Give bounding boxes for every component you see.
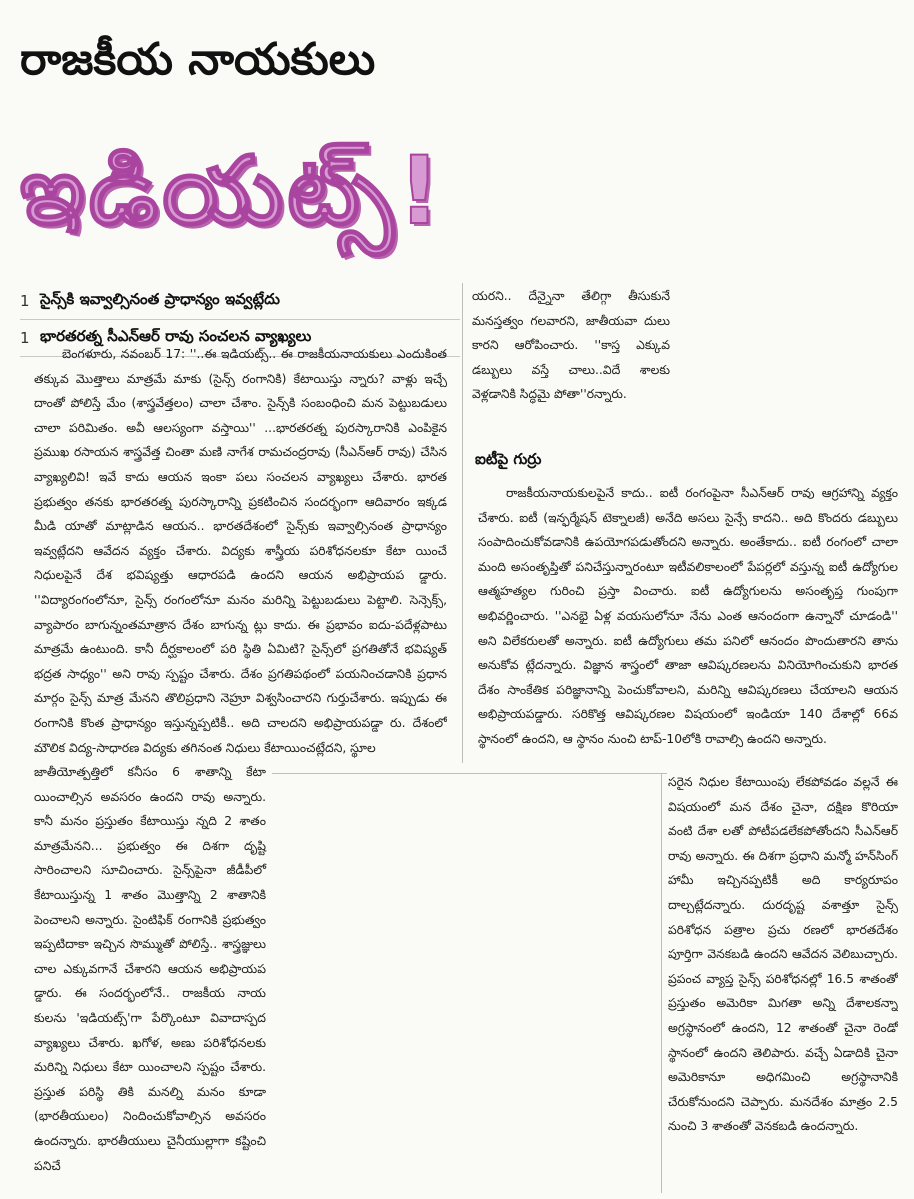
kicker: రాజకీయ నాయకులు [20,34,376,85]
column-rule [661,773,662,1193]
article-paragraph: యరని.. దేన్నైనా తేలిగ్గా తీసుకునే మనస్తత్వం గలవారని, జాతీయవా దులు కారని ఆరోపించారు. ''కాస్త ఎక్కువ డబ్బులు వస్తే చాలు..విదే శాలకు వెళ్లడానికి సిద్ధమై పోతా''రన్నారు. [472,289,670,402]
headline: ఇడియట్స్! [20,137,445,246]
article-paragraph: జాతీయోత్పత్తిలో కనీసం 6 శాతాన్ని కేటా యించాల్సిన అవసరం ఉందని రావు అన్నారు. కానీ మనం ప్రస్తుతం కేటాయిస్తు న్నది 2 శాతం మాత్రమేనని... ప్రభుత్వం ఈ దిశగా దృష్టి సారించాలని సూచించారు. సైన్స్‌పైనా జీడీపీలో కేటాయిస్తున్న 1 శాతం మొత్తాన్ని 2 శాతానికి పెంచాలని అన్నారు. సైంటిఫిక్ రంగానికి ప్రభుత్వం ఇప్పటిదాకా ఇచ్చిన సొమ్ముతో పోలిస్తే.. శాస్త్రజ్ఞులు చాల ఎక్కువగానే చేశారని ఆయన అభిప్రాయప డ్డారు. ఈ సందర్భంలోనే.. రాజకీయ నాయ కులను 'ఇడియట్స్'గా పేర్కొంటూ వివాదాస్పద వ్యాఖ్యలు చేశారు. ఖగోళ, అణు పరిశోధనలకు మరిన్ని నిధులు కేటా యించాలని స్పష్టం చేశారు. ప్రస్తుత పరిస్థి తికి మనల్ని మనం కూడా (భారతీయులం) నిందించుకోవాల్సిన అవసరం ఉందన్నారు. భారతీయులు చైనీయుల్లాగా కష్టించి పనిచే [34,765,266,1173]
article-column-1 [34,342,447,1187]
article-column-3 [668,770,898,1190]
article-column-2 [478,481,898,771]
bullet-item [20,283,460,320]
article-paragraph: సరైన నిధుల కేటాయింపు లేకపోవడం వల్లనే ఈ విషయంలో మన దేశం చైనా, దక్షిణ కొరియా వంటి దేశా లతో పోటీపడలేకపోతోందని సీఎన్‌ఆర్ రావు అన్నారు. ఈ దిశగా ప్రధాని మన్మో హన్‌సింగ్ హామీ ఇచ్చినప్పటికీ అది కార్యరూపం దాల్చట్లేదన్నారు. దురదృష్ట వశాత్తూ సైన్స్ పరిశోధన పత్రాల ప్రచు రణలో భారతదేశం పూర్తిగా వెనకబడి ఉందని ఆవేదన వెలిబుచ్చారు. ప్రపంచ వ్యాప్త సైన్స్ పరిశోధనల్లో 16.5 శాతంతో ప్రస్తుతం అమెరికా మిగతా అన్ని దేశాలకన్నా అగ్రస్థానంలో ఉందని, 12 శాతంతో చైనా రెండో స్థానంలో ఉందని తెలిపారు. వచ్చే ఏడాదికి చైనా అమెరికానూ అధిగమించి అగ్రస్థానానికి చేరుకోనుందని చెప్పారు. మనదేశం మాత్రం 2.5 నుంచి 3 శాతంతో వెనకబడి ఉందన్నారు. [668,775,898,1134]
subheading: ఐటీపై గుర్రు [475,450,542,468]
bullet-number: 1 [20,329,30,347]
bullet-number: 1 [20,292,30,310]
bullet-text: భారతరత్న సీఎన్‌ఆర్ రావు సంచలన వ్యాఖ్యలు [40,327,312,345]
article-column-2-top [472,284,670,439]
article-paragraph: బెంగళూరు, నవంబర్ 17: ''..ఈ ఇడియట్స్.. ఈ రాజకీయనాయకులు ఎందుకింత తక్కువ మొత్తాలు మాత్రమే మాకు (సైన్స్ రంగానికి) కేటాయిస్తు న్నారు? వాళ్లు ఇచ్చే దాంతో పోలిస్తే మేం (శాస్త్రవేత్తలం) చాలా చేశాం. సైన్స్‌కి సంబంధించి మన పెట్టుబడులు చాలా పరిమితం. అవీ ఆలస్యంగా వస్తాయి'' ...భారతరత్న పురస్కారానికి ఎంపికైన ప్రముఖ రసాయన శాస్త్రవేత్త చింతా మణి నాగేశ రామచంద్రరావు (సీఎన్‌ఆర్ రావు) చేసిన వ్యాఖ్యలివి! ఇవే కాదు ఆయన ఇంకా పలు సంచలన వ్యాఖ్యలు చేశారు. భారత ప్రభుత్వం తనకు భారతరత్న పురస్కారాన్ని ప్రకటించిన సందర్భంగా ఆదివారం ఇక్కడ మీడి యాతో మాట్లాడిన ఆయన.. భారతదేశంలో సైన్స్‌కు ఇవ్వాల్సినంత ప్రాధాన్యం ఇవ్వట్లేదని ఆవేదన వ్యక్తం చేశారు. విద్యకు శాస్త్రీయ పరిశోధనలకూ కేటా యించే నిధులపైనే దేశ భవిష్యత్తు ఆధారపడి ఉందని ఆయన అభిప్రాయప డ్డారు. ''విద్యారంగంలోనూ, సైన్స్ రంగంలోనూ మనం మరిన్ని పెట్టుబడులు పెట్టాలి. సెన్సెక్స్, వ్యాపారం బాగున్నంతమాత్రాన దేశం బాగున్న ట్లు కాదు. ఈ ప్రభావం ఐదు-పదేళ్లపాటు మాత్రమే ఉంటుంది. కానీ దీర్ఘకాలంలో పరి స్థితి ఏమిటి? సైన్స్‌లో ప్రగతితోనే భవిష్యత్ భద్రత సాధ్యం'' అని రావు స్పష్టం చేశారు. దేశం ప్రగతిపథంలో పయనించడానికి ప్రధాన మార్గం సైన్స్ మాత్ర మేనని తొలిప్రధాని నెహ్రూ విశ్వసించారని గుర్తుచేశారు. ఇప్పుడు ఈ రంగానికి కొంత ప్రాధాన్యం ఇస్తున్నప్పటికీ.. అది చాలదని అభిప్రాయపడ్డా రు. దేశంలో మౌలిక విద్య-సాధారణ విద్యకు తగినంత నిధులు కేటాయించట్లేదని, స్థూల [34,347,447,755]
bullet-text: సైన్స్‌కి ఇవ్వాల్సినంత ప్రాధాన్యం ఇవ్వట్లేదు [40,290,280,308]
column-rule [462,283,463,763]
article-paragraph: రాజకీయనాయకులపైనే కాదు.. ఐటీ రంగంపైనా సీఎన్‌ఆర్ రావు ఆగ్రహాన్ని వ్యక్తం చేశారు. ఐటీ (ఇన్ఫర్మేషన్ టెక్నాలజీ) అనేది అసలు సైన్సే కాదని.. అది కొందరు డబ్బులు సంపాదించుకోవడానికి ఉపయోగపడుతోందని అన్నారు. అంతేకాదు.. ఐటీ రంగంలో చాలా మంది అసంతృప్తితో పనిచేస్తున్నారంటూ ఇటీవలికాలంలో పేపర్లలో వస్తున్న ఐటీ ఉద్యోగుల ఆత్మహత్యల గురించి ప్రస్తా వించారు. ఐటీ ఉద్యోగులను అసంతృప్త గుంపుగా అభివర్ణించారు. ''ఎనభై ఏళ్ల వయసులోనూ నేను ఎంత ఆనందంగా ఉన్నానో చూడండి'' అని విలేకరులతో అన్నారు. ఐటీ ఉద్యోగులు తమ పనిలో ఆనందం పొందుతారని తాను అనుకోవ ట్లేదన్నారు. విజ్ఞాన శాస్త్రంలో తాజా ఆవిష్కరణలను వినియోగించుకుని భారత దేశం సాంకేతిక పరిజ్ఞానాన్ని పెంచుకోవాలని, మరిన్ని ఆవిష్కరణలు చేయాలని ఆయన అభిప్రాయపడ్డారు. సరికొత్త ఆవిష్కరణల విషయంలో ఇండియా 140 దేశాల్లో 66వ స్థానంలో ఉందని, ఆ స్థానం నుంచి టాప్-10లోకి రావాల్సి ఉందని అన్నారు. [478,486,898,746]
